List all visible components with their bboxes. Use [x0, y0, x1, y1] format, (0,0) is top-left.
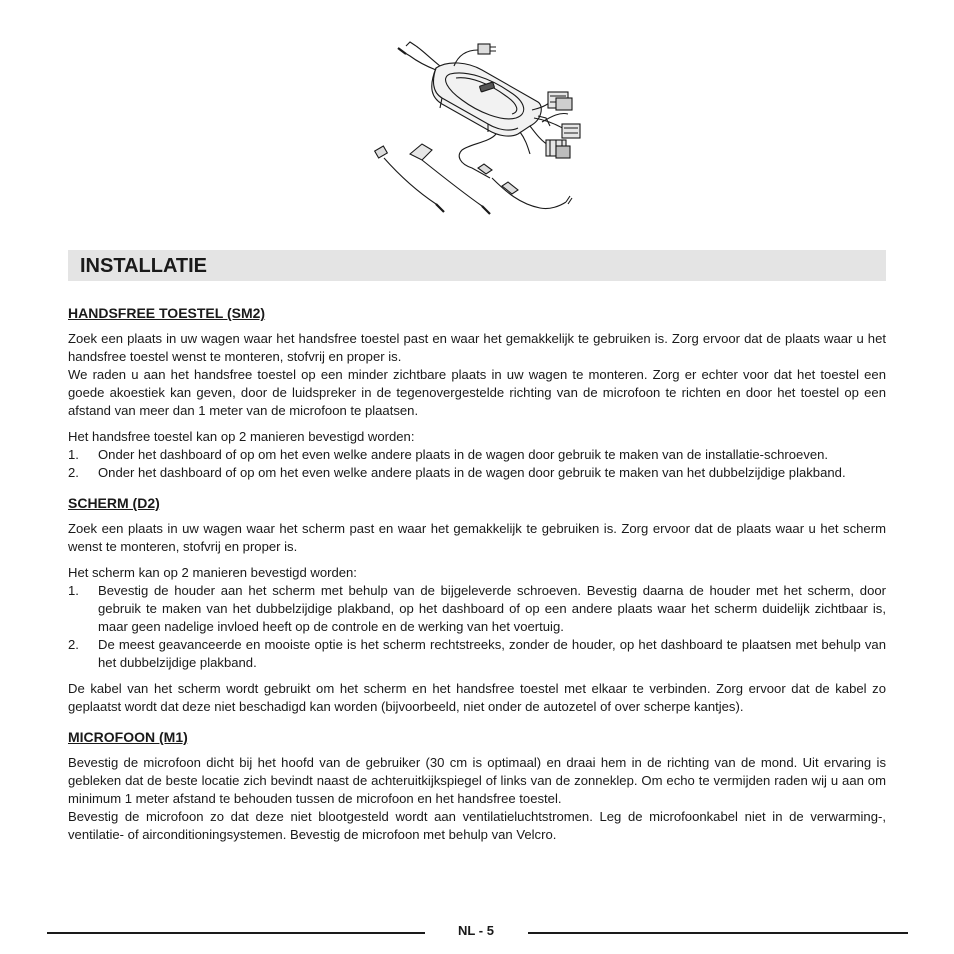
list-item-text: Onder het dashboard of op om het even welke andere plaats in de wagen door gebruik te maken van het dubbelzijdige plakband. [98, 465, 846, 480]
microfoon-paragraph-1: Bevestig de microfoon dicht bij het hoofd van de gebruiker (30 cm is optimaal) en draai hem in de richting van de mond. Uit ervaring is gebleken dat de beste locatie zich bevindt naast de achteruitkijkspiegel of links van de zonneklep. Om echo te vermijden raden wij u aan om minimum 1 meter afstand te behouden tussen de microfoon en het handsfree toestel. [68, 755, 886, 806]
scherm-paragraph-3: De kabel van het scherm wordt gebruikt om het scherm en het handsfree toestel met elkaar te verbinden. Zorg ervoor dat de kabel zo geplaatst wordt dat deze niet beschadigd kan worden (bijvoorbeeld, niet onder de autozetel of over scherpe kantjes). [68, 681, 886, 714]
page-number: NL - 5 [458, 923, 494, 938]
section-title: INSTALLATIE [80, 255, 208, 277]
footer-rule-left [47, 932, 425, 934]
handsfree-mount-list [68, 446, 886, 482]
list-item-number: 1. [68, 447, 79, 462]
handsfree-paragraph-2: We raden u aan het handsfree toestel op een minder zichtbare plaats in uw wagen te monteren. Zorg er echter voor dat het toestel een goede akoestiek kan geven, door de luidspreker in de tegenovergestelde richting van de microfoon te richten en door het toestel op een afstand van meer dan 1 meter van de microfoon te plaatsen. [68, 367, 886, 418]
list-item [68, 582, 886, 636]
handsfree-heading: HANDSFREE TOESTEL (SM2) [68, 305, 266, 321]
page-footer [0, 922, 954, 942]
list-item-number: 2. [68, 637, 79, 652]
list-item-number: 1. [68, 583, 79, 598]
scherm-paragraph-1: Zoek een plaats in uw wagen waar het scherm past en waar het gemakkelijk te gebruiken is. Zorg ervoor dat de plaats waar u het scherm wenst te monteren, stofvrij en proper is. [68, 521, 886, 554]
page-content [68, 304, 886, 844]
scherm-paragraph-2: Het scherm kan op 2 manieren bevestigd worden: [68, 565, 357, 580]
list-item-number: 2. [68, 465, 79, 480]
list-item [68, 446, 886, 464]
list-item [68, 636, 886, 672]
handsfree-paragraph-3: Het handsfree toestel kan op 2 manieren bevestigd worden: [68, 429, 415, 444]
scherm-mount-list [68, 582, 886, 672]
section-header-bar [68, 250, 886, 281]
handsfree-paragraph-1: Zoek een plaats in uw wagen waar het handsfree toestel past en waar het gemakkelijk te gebruiken is. Zorg ervoor dat de plaats waar u het handsfree toestel wenst te monteren, stofvrij en proper is. [68, 331, 886, 364]
scherm-heading: SCHERM (D2) [68, 495, 160, 511]
microfoon-heading: MICROFOON (M1) [68, 729, 188, 745]
list-item [68, 464, 886, 482]
footer-rule-right [528, 932, 908, 934]
microfoon-paragraph-2: Bevestig de microfoon zo dat deze niet blootgesteld wordt aan ventilatieluchtstromen. Leg de microfoonkabel niet in de verwarming-, ventilatie- of airconditioningsystemen. Bevestig de microfoon met behulp van Velcro. [68, 809, 886, 842]
list-item-text: Bevestig de houder aan het scherm met behulp van de bijgeleverde schroeven. Bevestig daarna de houder met het scherm, door gebruik te maken van het dubbelzijdige plakband, op het dashboard of op een andere plaats waar het scherm duidelijk zichtbaar is, maar geen nadelige invloed heeft op de controle en de werking van het voertuig. [98, 583, 886, 634]
list-item-text: De meest geavanceerde en mooiste optie is het scherm rechtstreeks, zonder de houder, op het dashboard te plaatsen met behulp van het dubbelzijdige plakband. [98, 637, 886, 670]
handsfree-kit-illustration [370, 36, 585, 226]
list-item-text: Onder het dashboard of op om het even welke andere plaats in de wagen door gebruik te maken van de installatie-schroeven. [98, 447, 829, 462]
